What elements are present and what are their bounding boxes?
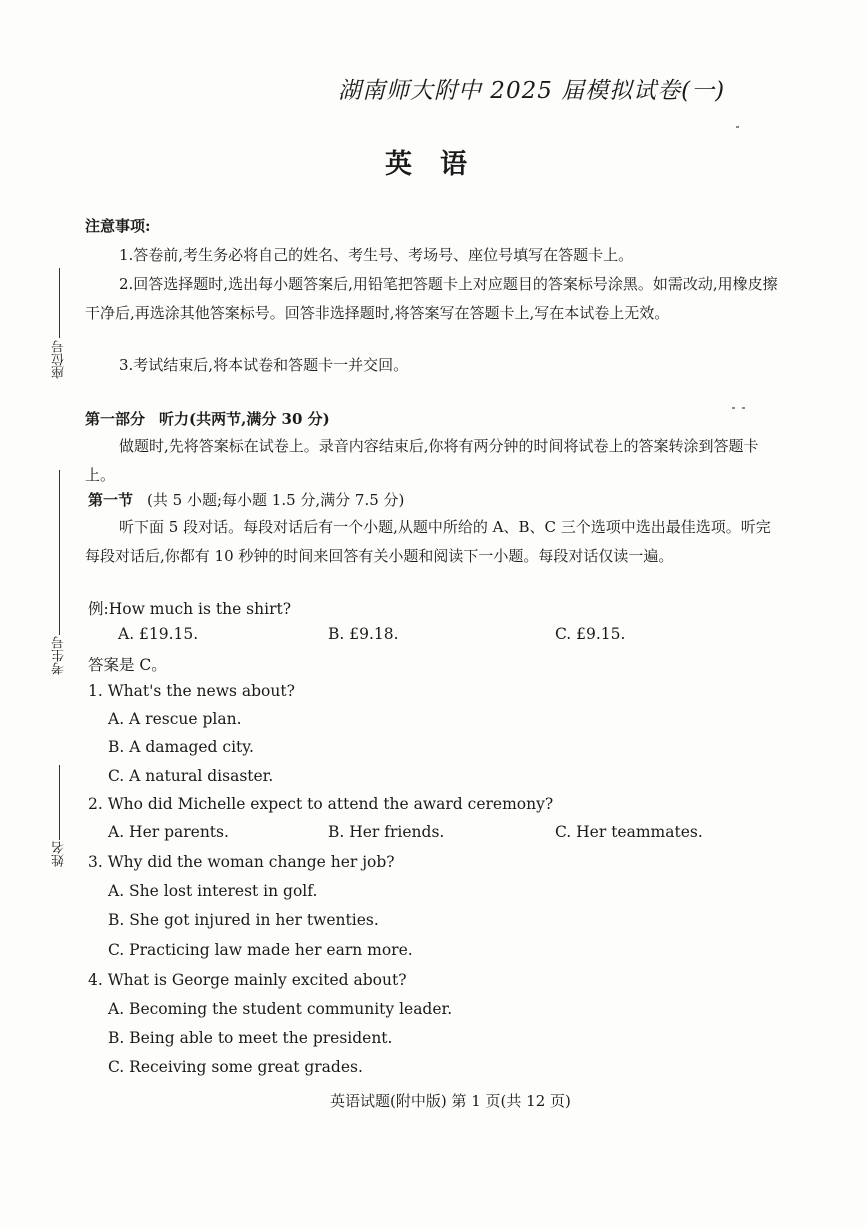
example-option-c: C. £9.15. xyxy=(555,625,626,643)
part1-heading xyxy=(85,408,330,429)
exam-title: 湖南师大附中 2025 届模拟试卷(一) xyxy=(338,78,726,104)
section1-title-rest: (共 5 小题;每小题 1.5 分,满分 7.5 分) xyxy=(147,491,405,509)
question-2-option-c: C. Her teammates. xyxy=(555,823,703,841)
question-3-option-b: B. She got injured in her twenties. xyxy=(108,911,379,929)
notice-heading: 注意事项: xyxy=(85,217,151,235)
notice-item-3: 3.考试结束后,将本试卷和答题卡一并交回。 xyxy=(119,356,409,374)
page-footer: 英语试题(附中版) 第 1 页(共 12 页) xyxy=(330,1092,571,1110)
question-1-option-b: B. A damaged city. xyxy=(108,738,254,756)
notice-item-2: 2.回答选择题时,选出每小题答案后,用铅笔把答题卡上对应题目的答案标号涂黑。如需改动,用橡皮擦干净后,再选涂其他答案标号。回答非选择题时,将答案写在答题卡上,写在本试卷上无效。 xyxy=(85,275,778,322)
subject-title: 英语 xyxy=(385,149,495,180)
question-3-option-c: C. Practicing law made her earn more. xyxy=(108,941,413,959)
question-4-option-a: A. Becoming the student community leader. xyxy=(108,1000,453,1018)
section1-heading xyxy=(88,489,404,510)
name-field xyxy=(48,765,72,875)
example-option-b: B. £9.18. xyxy=(328,625,399,643)
scan-speck xyxy=(732,407,735,409)
question-1-option-c: C. A natural disaster. xyxy=(108,767,274,785)
question-2-option-a: A. Her parents. xyxy=(108,823,229,841)
scan-speck xyxy=(742,407,745,409)
question-2-option-b: B. Her friends. xyxy=(328,823,445,841)
part1-title-rest: 听力(共两节,满分 30 分) xyxy=(159,410,330,428)
seat-number-label: 座位号 xyxy=(52,340,67,379)
section1-title: 第一节 xyxy=(88,491,134,509)
example-option-a: A. £19.15. xyxy=(118,625,199,643)
part1-instruction: 做题时,先将答案标在试卷上。录音内容结束后,你将有两分钟的时间将试卷上的答案转涂到答题卡上。 xyxy=(85,437,759,484)
part1-title: 第一部分 xyxy=(85,410,146,428)
question-4-option-b: B. Being able to meet the president. xyxy=(108,1029,393,1047)
example-question: 例:How much is the shirt? xyxy=(88,600,292,618)
question-2: 2. Who did Michelle expect to attend the award ceremony? xyxy=(88,795,554,813)
question-1-option-a: A. A rescue plan. xyxy=(108,710,242,728)
seat-number-field xyxy=(48,268,72,388)
question-4-option-c: C. Receiving some great grades. xyxy=(108,1058,363,1076)
exam-number-label: 考生号 xyxy=(52,636,67,675)
name-label: 姓名 xyxy=(52,841,67,867)
exam-number-field xyxy=(48,470,72,680)
question-3-option-a: A. She lost interest in golf. xyxy=(108,882,318,900)
question-3: 3. Why did the woman change her job? xyxy=(88,853,395,871)
notice-item-1: 1.答卷前,考生务必将自己的姓名、考生号、考场号、座位号填写在答题卡上。 xyxy=(119,246,634,264)
question-1: 1. What's the news about? xyxy=(88,682,295,700)
example-answer: 答案是 C。 xyxy=(88,656,167,674)
section1-instruction: 听下面 5 段对话。每段对话后有一个小题,从题中所给的 A、B、C 三个选项中选出最佳选项。听完每段对话后,你都有 10 秒钟的时间来回答有关小题和阅读下一小题。每段对话仅读一遍。 xyxy=(85,518,771,565)
question-4: 4. What is George mainly excited about? xyxy=(88,971,407,989)
scan-speck xyxy=(736,126,739,128)
